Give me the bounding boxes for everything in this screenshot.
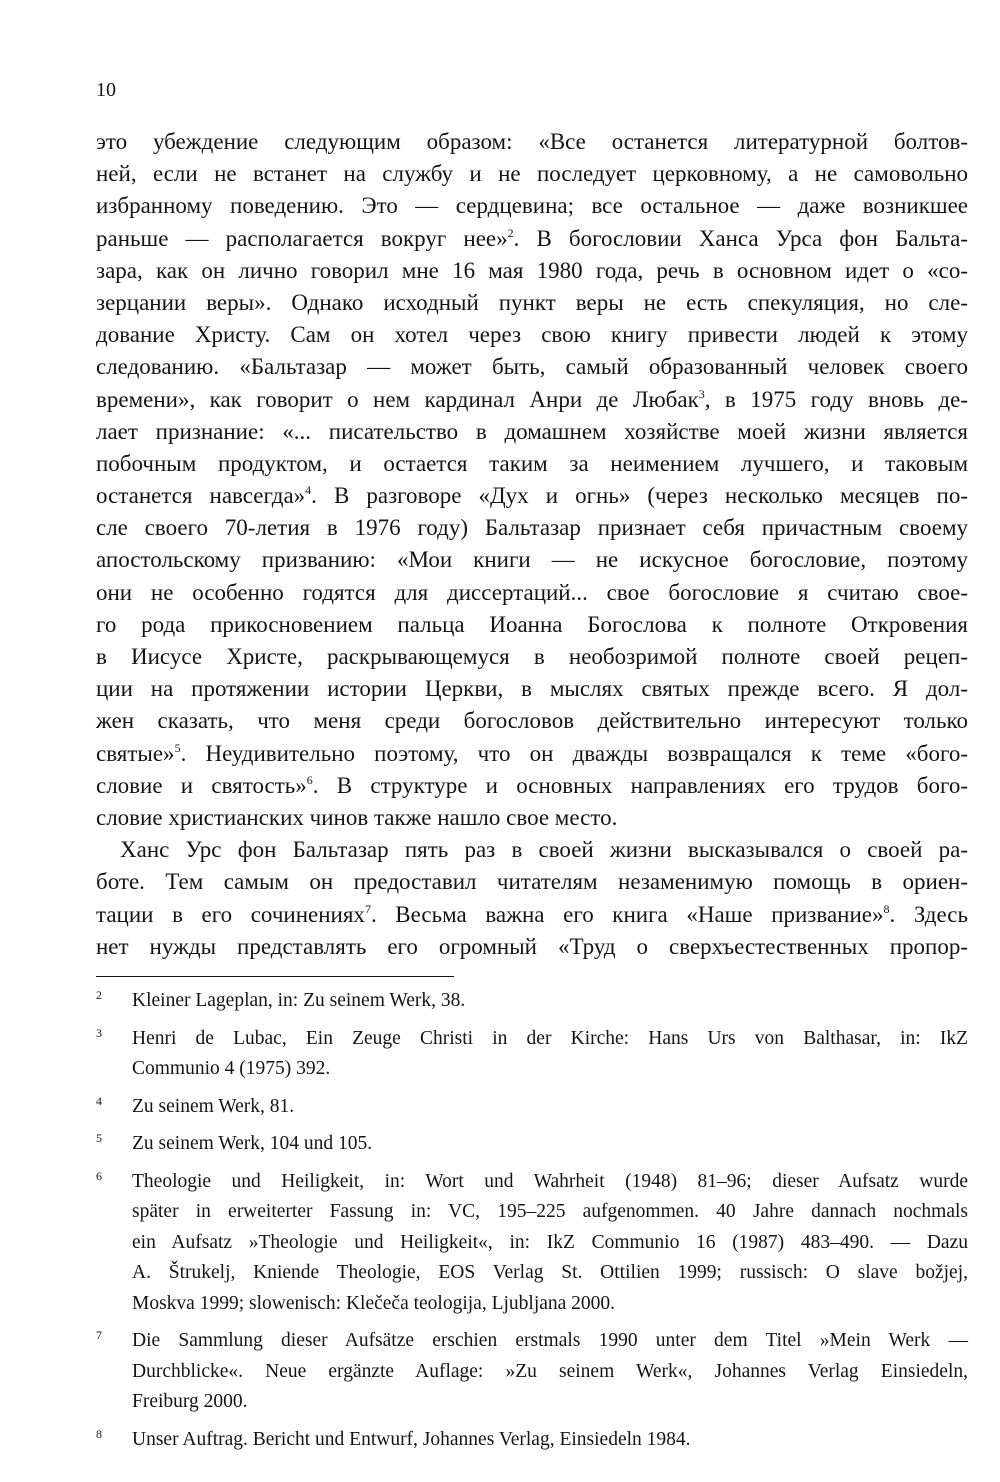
text-line: они не особенно годятся для диссертаций... свое богословие я считаю свое- (96, 579, 968, 605)
text-line: Ханс Урс фон Бальтазар пять раз в своей жизни высказывался о своей ра- (120, 837, 968, 863)
text-line: апостольскому призванию: «Мои книги — не искусное богословие, поэтому (96, 547, 968, 573)
footnote (96, 1326, 968, 1418)
text-line: дование Христу. Сам он хотел через свою книгу привести людей к этому (96, 322, 968, 348)
footnote-line: Henri de Lubac, Ein Zeuge Christi in der Kirche: Hans Urs von Balthasar, in: IkZ (132, 1027, 968, 1049)
footnote-line: Die Sammlung dieser Aufsätze erschien erstmals 1990 unter dem Titel »Mein Werk — (132, 1330, 968, 1351)
footnote-ref[interactable]: 7 (364, 901, 371, 916)
footnote-ref[interactable]: 2 (507, 225, 514, 240)
footnote-number: 5 (96, 1131, 102, 1145)
text-line: побочным продуктом, и остается таким за неимением лучшего, и таковым (96, 450, 968, 476)
text-line: зара, как он лично говорил мне 16 мая 1980 года, речь в основном идет о «со- (96, 257, 968, 283)
footnote (96, 986, 968, 1017)
footnote-line: Zu seinem Werk, 104 und 105. (132, 1133, 373, 1154)
footnote-line: Communio 4 (1975) 392. (132, 1058, 331, 1079)
footnote-number: 7 (96, 1328, 102, 1342)
footnote-ref[interactable]: 5 (174, 740, 181, 755)
text-line: словие христианских чинов также нашло свое место. (96, 804, 618, 830)
footnote-number: 6 (96, 1168, 102, 1183)
text-line: лает признание: «... писательство в домашнем хозяйстве моей жизни является (96, 418, 968, 444)
footnote-number: 3 (96, 1025, 102, 1040)
text-line: святые»$^5$. Неудивительно поэтому, что он дважды возвращался к теме «бого- (96, 740, 968, 766)
footnote-ref[interactable]: 3 (698, 386, 705, 401)
text-line: избранному поведению. Это — сердцевина; все остальное — даже возникшее (96, 193, 968, 219)
text-line: боте. Тем самым он предоставил читателям незаменимую помощь в ориен- (96, 869, 968, 895)
footnote-ref[interactable]: 8 (883, 901, 890, 916)
footnote-line: Durchblicke«. Neue ergänzte Auflage: »Zu seinem Werk«, Johannes Verlag Einsiedeln, (132, 1360, 968, 1382)
footnote-separator (96, 976, 454, 977)
footnote-number: 8 (96, 1426, 102, 1441)
main-text (96, 126, 968, 963)
footnote (96, 1024, 968, 1085)
footnote-ref[interactable]: 4 (305, 483, 312, 498)
footnote-line: ein Aufsatz »Theologie und Heiligkeit«, in: IkZ Communio 16 (1987) 483–490. — Dazu (132, 1231, 968, 1253)
footnote-line: später in erweiterter Fassung in: VC, 195–225 aufgenommen. 40 Jahre dannach nochmals (132, 1201, 968, 1222)
footnote (96, 1129, 968, 1160)
footnote (96, 1167, 968, 1320)
footnote-line: Freiburg 2000. (132, 1391, 248, 1412)
footnote-ref[interactable]: 6 (306, 772, 313, 787)
text-line: тации в его сочинениях$^7$. Весьма важна его книга «Наше призвание»$^8$. Здесь (96, 901, 968, 927)
text-line: словие и святость»$^6$. В структуре и основных направлениях его трудов бого- (96, 772, 968, 798)
text-line: сле своего 70-летия в 1976 году) Бальтазар признает себя причастным своему (96, 515, 968, 541)
text-line: жен сказать, что меня среди богословов действительно интересуют только (96, 708, 968, 734)
footnote (96, 1425, 968, 1456)
footnotes (96, 986, 968, 1462)
footnote-line: Moskva 1999; slowenisch: Klečeča teologija, Ljubljana 2000. (132, 1292, 616, 1314)
footnote-line: Zu seinem Werk, 81. (132, 1095, 295, 1117)
text-line: зерцании веры». Однако исходный пункт веры не есть спекуляция, но сле- (96, 289, 968, 315)
text-line: нет нужды представлять его огромный «Труд о сверхъестественных пропор- (96, 933, 968, 959)
page-number: 10 (96, 79, 116, 101)
text-line: времени», как говорит о нем кардинал Анри де Любак$^3$, в 1975 году вновь де- (96, 386, 968, 412)
footnote (96, 1092, 968, 1123)
footnote-line: Theologie und Heiligkeit, in: Wort und Wahrheit (1948) 81–96; dieser Aufsatz wurde (132, 1170, 968, 1192)
text-line: ней, если не встанет на службу и не последует церковному, а не самовольно (96, 161, 968, 187)
text-line: следованию. «Бальтазар — может быть, самый образованный человек своего (96, 354, 968, 380)
footnote-line: Unser Auftrag. Bericht und Entwurf, Johannes Verlag, Einsiedeln 1984. (132, 1428, 691, 1450)
footnote-number: 4 (96, 1093, 102, 1108)
text-line: раньше — располагается вокруг нее»$^2$. В богословии Ханса Урса фон Бальта- (96, 225, 968, 251)
footnote-number: 2 (96, 988, 102, 1002)
text-line: ции на протяжении истории Церкви, в мыслях святых прежде всего. Я дол- (96, 676, 968, 702)
text-line: в Иисусе Христе, раскрывающемуся в необозримой полноте своей рецеп- (96, 644, 968, 669)
text-line: это убеждение следующим образом: «Все останется литературной болтов- (96, 129, 968, 154)
footnote-line: A. Štrukelj, Kniende Theologie, EOS Verlag St. Ottilien 1999; russisch: O slave božjej, (132, 1262, 968, 1283)
footnote-line: Kleiner Lageplan, in: Zu seinem Werk, 38. (132, 990, 466, 1011)
text-line: останется навсегда»$^4$. В разговоре «Дух и огнь» (через несколько месяцев по- (96, 483, 968, 509)
text-line: го рода прикосновением пальца Иоанна Богослова к полноте Откровения (96, 611, 968, 637)
